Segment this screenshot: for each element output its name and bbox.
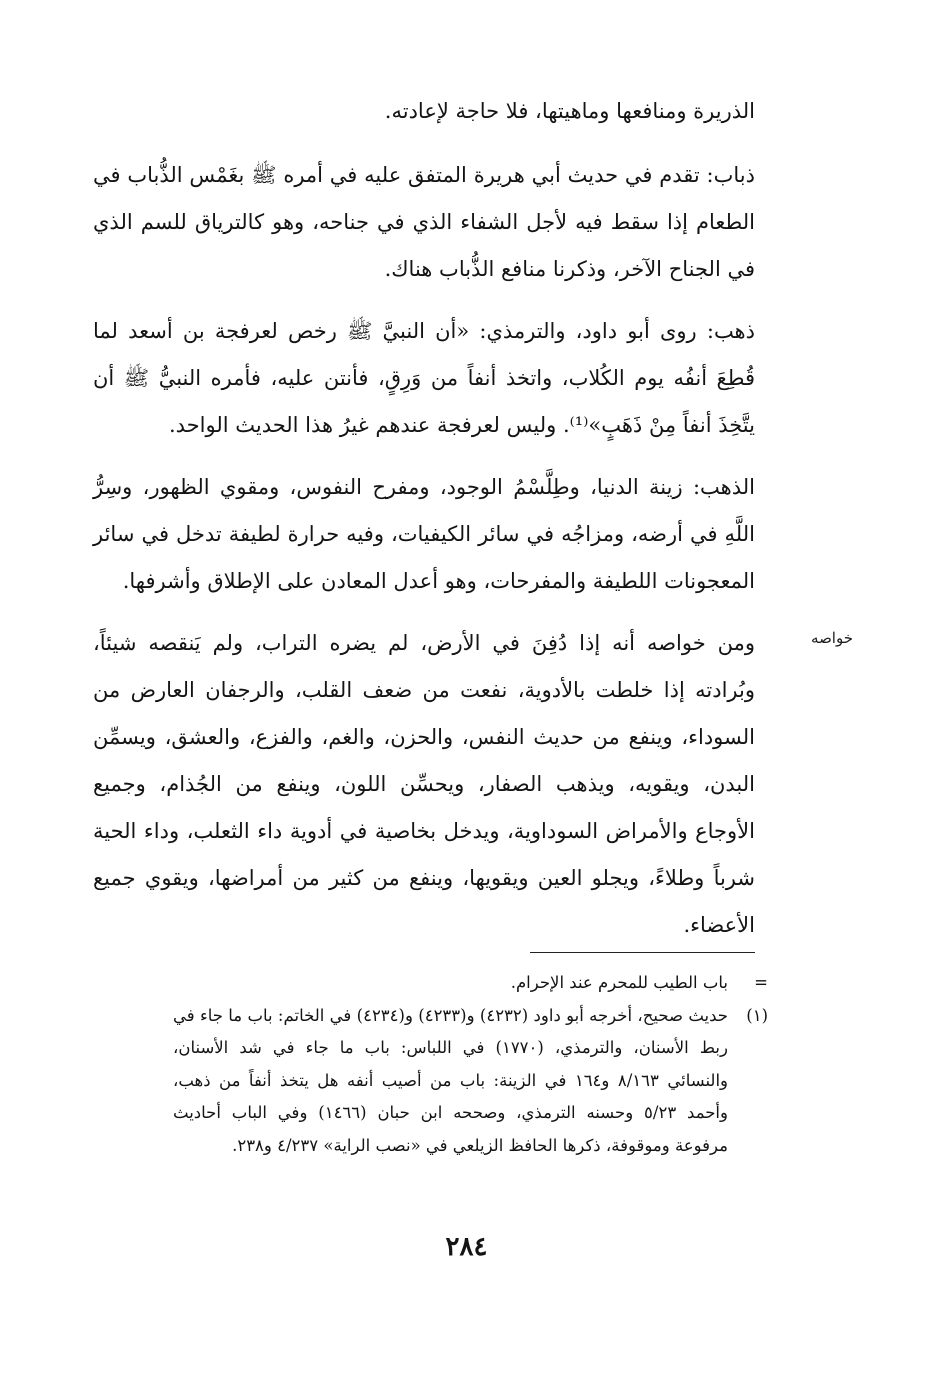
footnote-continued [173,967,768,1000]
paragraph-dhahab-hadith: ذهب: روى أبو داود، والترمذي: «أن النبيَّ ﷺ رخص لعرفجة بن أسعد لما قُطِعَ أنفُه يوم الكُلاب، واتخذ أنفاً من وَرِقٍ، فأنتن عليه، فأمره النبيُّ ﷺ أن يتَّخِذَ أنفاً مِنْ ذَهَبٍ»⁽¹⁾. وليس لعرفجة عندهم غيرُ هذا الحديث الواحد. [93,319,755,437]
margin-note-properties: خواصه [811,629,853,647]
footnote-text: حديث صحيح، أخرجه أبو داود (٤٢٣٢) و(٤٢٣٣) و(٤٢٣٤) في الخاتم: باب ما جاء في ربط الأسنان، والترمذي، (١٧٧٠) في اللباس: باب ما جاء في شد الأسنان، والنسائي ٨/١٦٣ و١٦٤ في الزينة: باب من أصيب أنفه هل يتخذ أنفاً من ذهب، وأحمد ٥/٢٣ وحسنه الترمذي، وصححه ابن حبان (١٤٦٦) وفي الباب أحاديث مرفوعة وموقوفة، ذكرها الحافظ الزيلعي في «نصب الراية» ٤/٢٣٧ و٢٣٨. [173,1005,729,1155]
footnotes [173,967,768,1162]
footnote-divider [530,952,755,953]
paragraph-gold-description: الذهب: زينة الدنيا، وطِلَّسْمُ الوجود، ومفرح النفوس، ومقوي الظهور، وسِرُّ اللَّهِ في أرضه، ومزاجُه في سائر الكيفيات، وفيه حرارة لطيفة تدخل في سائر المعجونات اللطيفة والمفرحات، وهو أعدل المعادن على الإطلاق وأشرفها. [93,475,755,593]
footnote-marker: = [754,973,768,992]
footnote-1 [173,1000,768,1163]
paragraph-continuation: الذريرة ومنافعها وماهيتها، فلا حاجة لإعادته. [384,99,755,123]
footnote-text: باب الطيب للمحرم عند الإحرام. [510,973,728,992]
page-number: ٢٨٤ [445,1232,488,1262]
paragraph-dhubab: ذباب: تقدم في حديث أبي هريرة المتفق عليه في أمره ﷺ بغَمْس الذُّباب في الطعام إذا سقط فيه لأجل الشفاء الذي في جناحه، وهو كالترياق للسم الذي في الجناح الآخر، وذكرنا منافع الذُّباب هناك. [93,163,755,281]
paragraph-gold-properties: ومن خواصه أنه إذا دُفِنَ في الأرض، لم يضره التراب، ولم يَنقصه شيئاً، وبُرادته إذا خلطت بالأدوية، نفعت من ضعف القلب، والرجفان العارض من السوداء، وينفع من حديث النفس، والحزن، والغم، والفزع، والعشق، ويسمِّن البدن، ويقويه، ويذهب الصفار، ويحسِّن اللون، وينفع من الجُذام، وجميع الأوجاع والأمراض السوداوية، ويدخل بخاصية في أدوية داء الثعلب، وداء الحية شرباً وطلاءً، ويجلو العين ويقويها، وينفع من كثير من أمراضها، ويقوي جميع الأعضاء. [93,631,755,937]
main-text [93,88,755,964]
footnote-marker: (١) [746,1005,768,1025]
